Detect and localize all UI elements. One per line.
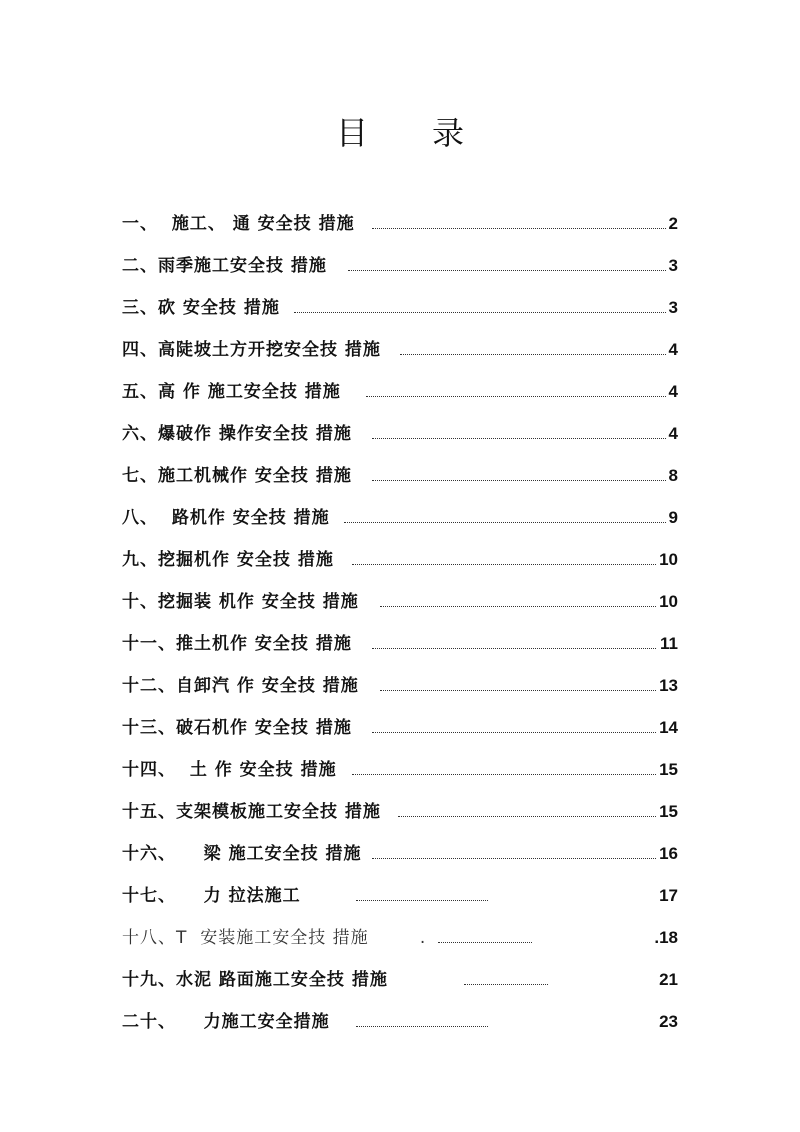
toc-entry[interactable]	[122, 963, 678, 1005]
toc-entry[interactable]	[122, 459, 678, 501]
toc-page-number: 3	[668, 256, 678, 275]
toc-entry-title: 三、砍 安全技 措施	[122, 298, 280, 318]
toc-entry-title: 六、爆破作 操作安全技 措施	[122, 424, 352, 444]
toc-page-number: 11	[660, 634, 678, 653]
toc-leader-dots	[356, 1026, 488, 1027]
toc-entry[interactable]	[122, 669, 678, 711]
toc-page-number: .18	[654, 928, 678, 947]
toc-leader-dots	[372, 438, 666, 439]
toc-entry[interactable]	[122, 543, 678, 585]
toc-leader-dots	[398, 816, 656, 817]
title-char-1: 目	[335, 114, 368, 152]
toc-entry-title: 八、 路机作 安全技 措施	[122, 508, 330, 528]
toc-entry[interactable]	[122, 879, 678, 921]
toc-entry[interactable]	[122, 375, 678, 417]
toc-page-number: 16	[659, 844, 678, 863]
toc-leader-dots	[372, 480, 666, 481]
toc-page-number: 21	[659, 970, 678, 989]
toc-page-number: 2	[668, 214, 678, 233]
toc-leader-dots	[380, 606, 656, 607]
toc-entry-title: 十六、 梁 施工安全技 措施	[122, 844, 362, 864]
toc-entry[interactable]	[122, 837, 678, 879]
toc-entry-title: 一、 施工、 通 安全技 措施	[122, 214, 355, 234]
toc-entry[interactable]	[122, 795, 678, 837]
toc-entry[interactable]	[122, 585, 678, 627]
toc-entry-title: 九、挖掘机作 安全技 措施	[122, 550, 334, 570]
toc-page-number: 3	[668, 298, 678, 317]
toc-page-number: 13	[659, 676, 678, 695]
toc-entry-title: 十四、 土 作 安全技 措施	[122, 760, 337, 780]
toc-page-number: 9	[668, 508, 678, 527]
toc-page-number: 10	[659, 592, 678, 611]
toc-entry[interactable]	[122, 753, 678, 795]
toc-leader-dots	[352, 774, 656, 775]
toc-leader-dots	[372, 228, 666, 229]
toc-entry-title: 十九、水泥 路面施工安全技 措施	[122, 970, 388, 990]
toc-leader-dots	[356, 900, 488, 901]
toc-entry-title: 十八、T 安装施工安全技 措施 .	[122, 928, 427, 948]
toc-entry[interactable]	[122, 1005, 678, 1047]
toc-entry-title: 二十、 力施工安全措施	[122, 1012, 330, 1032]
toc-leader-dots	[352, 564, 656, 565]
toc-leader-dots	[438, 942, 532, 943]
toc-leader-dots	[372, 732, 656, 733]
toc-leader-dots	[372, 858, 656, 859]
toc-page-number: 10	[659, 550, 678, 569]
toc-entry-title: 十一、推土机作 安全技 措施	[122, 634, 352, 654]
toc-entry-title: 十、挖掘装 机作 安全技 措施	[122, 592, 359, 612]
toc-entry[interactable]	[122, 921, 678, 963]
toc-leader-dots	[400, 354, 666, 355]
toc-leader-dots	[344, 522, 666, 523]
toc-entry[interactable]	[122, 711, 678, 753]
toc-entry[interactable]	[122, 291, 678, 333]
toc-entry-title: 五、高 作 施工安全技 措施	[122, 382, 341, 402]
toc-entry[interactable]	[122, 249, 678, 291]
toc-page-number: 8	[668, 466, 678, 485]
toc-page-number: 15	[659, 760, 678, 779]
toc-leader-dots	[348, 270, 666, 271]
toc-page-number: 14	[659, 718, 678, 737]
toc-entry[interactable]	[122, 207, 678, 249]
toc-page-number: 23	[659, 1012, 678, 1031]
toc-entry-title: 二、雨季施工安全技 措施	[122, 256, 327, 276]
toc-entry-title: 七、施工机械作 安全技 措施	[122, 466, 352, 486]
toc-page-number: 4	[668, 340, 678, 359]
toc-entry[interactable]	[122, 501, 678, 543]
title-char-2: 录	[432, 114, 465, 152]
toc-leader-dots	[366, 396, 666, 397]
toc-entry[interactable]	[122, 627, 678, 669]
page-title	[0, 108, 800, 154]
toc-entry-title: 十五、支架模板施工安全技 措施	[122, 802, 381, 822]
toc-leader-dots	[380, 690, 656, 691]
toc-entry-title: 十二、自卸汽 作 安全技 措施	[122, 676, 359, 696]
toc-leader-dots	[464, 984, 548, 985]
toc-entry-title: 四、高陡坡土方开挖安全技 措施	[122, 340, 381, 360]
toc-page-number: 15	[659, 802, 678, 821]
toc-page-number: 4	[668, 424, 678, 443]
toc-entry[interactable]	[122, 417, 678, 459]
table-of-contents	[122, 207, 678, 1047]
toc-entry[interactable]	[122, 333, 678, 375]
toc-entry-title: 十七、 力 拉法施工	[122, 886, 301, 906]
toc-entry-title: 十三、破石机作 安全技 措施	[122, 718, 352, 738]
toc-page-number: 17	[659, 886, 678, 905]
toc-leader-dots	[372, 648, 656, 649]
toc-page-number: 4	[668, 382, 678, 401]
toc-leader-dots	[294, 312, 666, 313]
